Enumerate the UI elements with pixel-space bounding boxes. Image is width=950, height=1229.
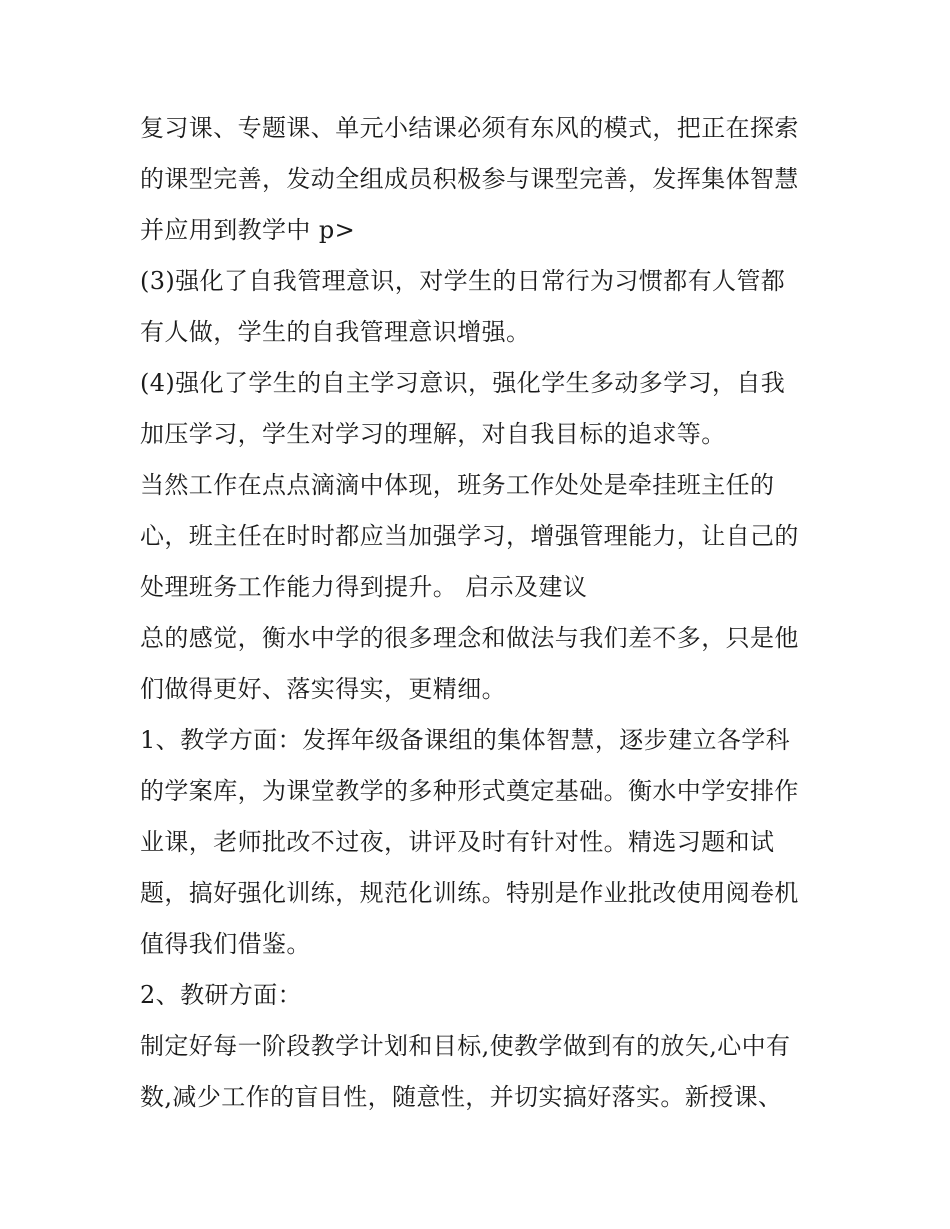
text-line: 有人做，学生的自我管理意识增强。 <box>140 318 531 346</box>
text-line: 当然工作在点点滴滴中体现，班务工作处处是牵挂班主任的 <box>140 471 775 499</box>
text-line: 复习课、专题课、单元小结课必须有东风的模式，把正在探索 <box>140 114 799 142</box>
text-line: 值得我们借鉴。 <box>140 930 311 958</box>
document-body <box>140 103 820 1123</box>
text-line: 数,减少工作的盲目性，随意性，并切实搞好落实。新授课、 <box>140 1083 783 1111</box>
text-line: 们做得更好、落实得实，更精细。 <box>140 675 506 703</box>
text-line: 2、教研方面： <box>140 981 303 1009</box>
text-line: 题，搞好强化训练，规范化训练。特别是作业批改使用阅卷机 <box>140 879 799 907</box>
text-line: 1、教学方面：发挥年级备课组的集体智慧，逐步建立各学科 <box>140 726 791 754</box>
text-line: 处理班务工作能力得到提升。 启示及建议 <box>140 573 588 601</box>
text-line: 制定好每一阶段教学计划和目标,使教学做到有的放矢,心中有 <box>140 1032 791 1060</box>
text-line: (3)强化了自我管理意识，对学生的日常行为习惯都有人管都 <box>140 267 786 295</box>
text-line: 心，班主任在时时都应当加强学习，增强管理能力，让自己的 <box>140 522 799 550</box>
text-line: 业课，老师批改不过夜，讲评及时有针对性。精选习题和试 <box>140 828 775 856</box>
text-line: 的课型完善，发动全组成员积极参与课型完善，发挥集体智慧 <box>140 165 799 193</box>
text-line: 总的感觉，衡水中学的很多理念和做法与我们差不多，只是他 <box>140 624 799 652</box>
text-line: 加压学习，学生对学习的理解，对自我目标的追求等。 <box>140 420 726 448</box>
text-line: 的学案库，为课堂教学的多种形式奠定基础。衡水中学安排作 <box>140 777 799 805</box>
text-line: 并应用到教学中 p> <box>140 216 356 244</box>
text-line: (4)强化了学生的自主学习意识，强化学生多动多学习，自我 <box>140 369 786 397</box>
